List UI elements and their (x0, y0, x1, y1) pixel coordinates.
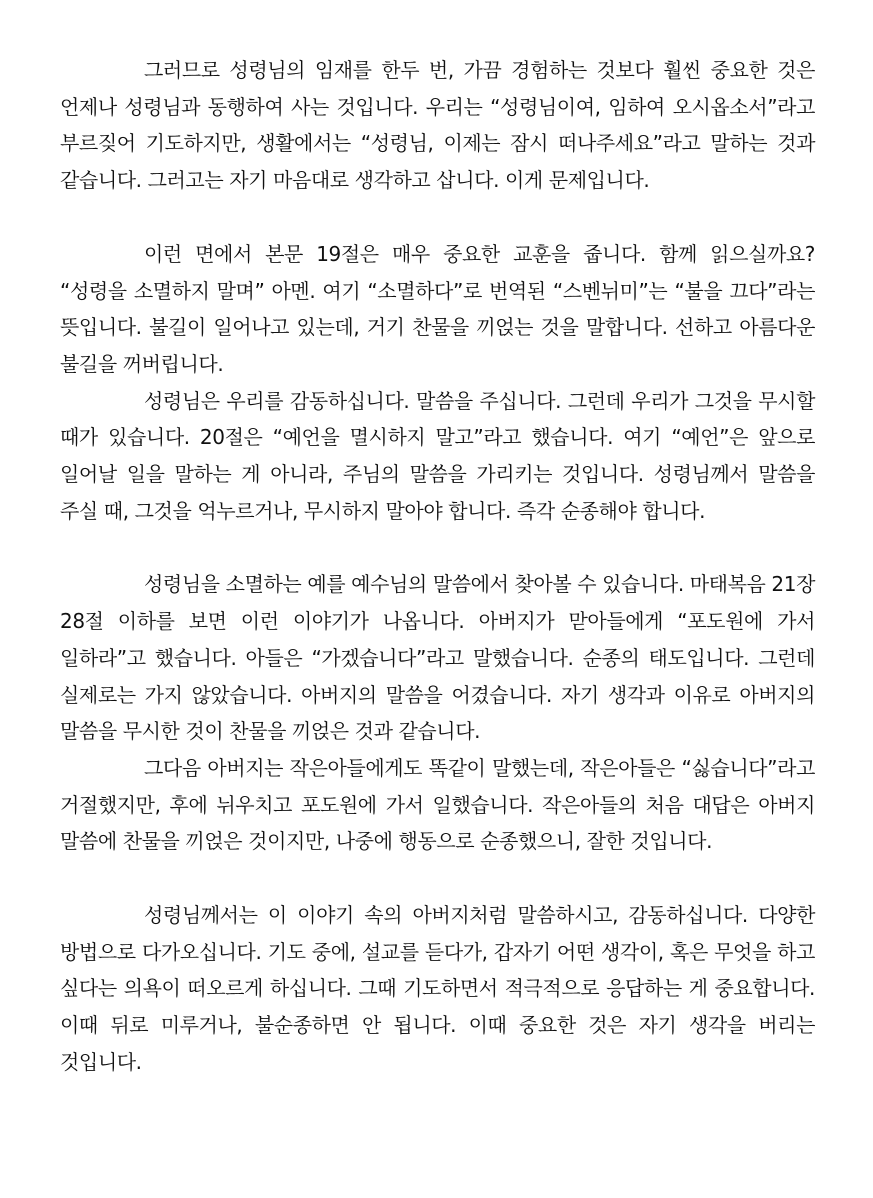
paragraph-1: 그러므로 성령님의 임재를 한두 번, 가끔 경험하는 것보다 훨씬 중요한 것은 언제나 성령님과 동행하여 사는 것입니다. 우리는 “성령님이여, 임하여 오시옵소서”라고 부르짖어 기도하지만, 생활에서는 “성령님, 이제는 잠시 떠나주세요”라고 말하는 것과 같습니다. 그러고는 자기 마음대로 생각하고 삽니다. 이게 문제입니다. (60, 58, 815, 193)
paragraph-4: 성령님을 소멸하는 예를 예수님의 말씀에서 찾아볼 수 있습니다. 마태복음 21장 28절 이하를 보면 이런 이야기가 나옵니다. 아버지가 맏아들에게 “포도원에 가서 일하라”고 했습니다. 아들은 “가겠습니다”라고 말했습니다. 순종의 태도입니다. 그런데 실제로는 가지 않았습니다. 아버지의 말씀을 어겼습니다. 자기 생각과 이유로 아버지의 말씀을 무시한 것이 찬물을 끼얹은 것과 같습니다. (60, 572, 815, 744)
document-body (60, 52, 815, 1081)
paragraph-6: 성령님께서는 이 이야기 속의 아버지처럼 말씀하시고, 감동하십니다. 다양한 방법으로 다가오십니다. 기도 중에, 설교를 듣다가, 갑자기 어떤 생각이, 혹은 무엇을 하고 싶다는 의욕이 떠오르게 하십니다. 그때 기도하면서 적극적으로 응답하는 게 중요합니다. 이때 뒤로 미루거나, 불순종하면 안 됩니다. 이때 중요한 것은 자기 생각을 버리는 것입니다. (60, 903, 815, 1074)
paragraph-3: 성령님은 우리를 감동하십니다. 말씀을 주십니다. 그런데 우리가 그것을 무시할 때가 있습니다. 20절은 “예언을 멸시하지 말고”라고 했습니다. 여기 “예언”은 앞으로 일어날 일을 말하는 게 아니라, 주님의 말씀을 가리키는 것입니다. 성령님께서 말씀을 주실 때, 그것을 억누르거나, 무시하지 말아야 합니다. 즉각 순종해야 합니다. (60, 388, 815, 523)
paragraph-2: 이런 면에서 본문 19절은 매우 중요한 교훈을 줍니다. 함께 읽으실까요? “성령을 소멸하지 말며” 아멘. 여기 “소멸하다”로 번역된 “스벤뉘미”는 “불을 끄다”라는 뜻입니다. 불길이 일어나고 있는데, 거기 찬물을 끼얹는 것을 말합니다. 선하고 아름다운 불길을 꺼버립니다. (60, 241, 815, 376)
paragraph-5: 그다음 아버지는 작은아들에게도 똑같이 말했는데, 작은아들은 “싫습니다”라고 거절했지만, 후에 뉘우치고 포도원에 가서 일했습니다. 작은아들의 처음 대답은 아버지 말씀에 찬물을 끼얹은 것이지만, 나중에 행동으로 순종했으니, 잘한 것입니다. (60, 755, 815, 854)
